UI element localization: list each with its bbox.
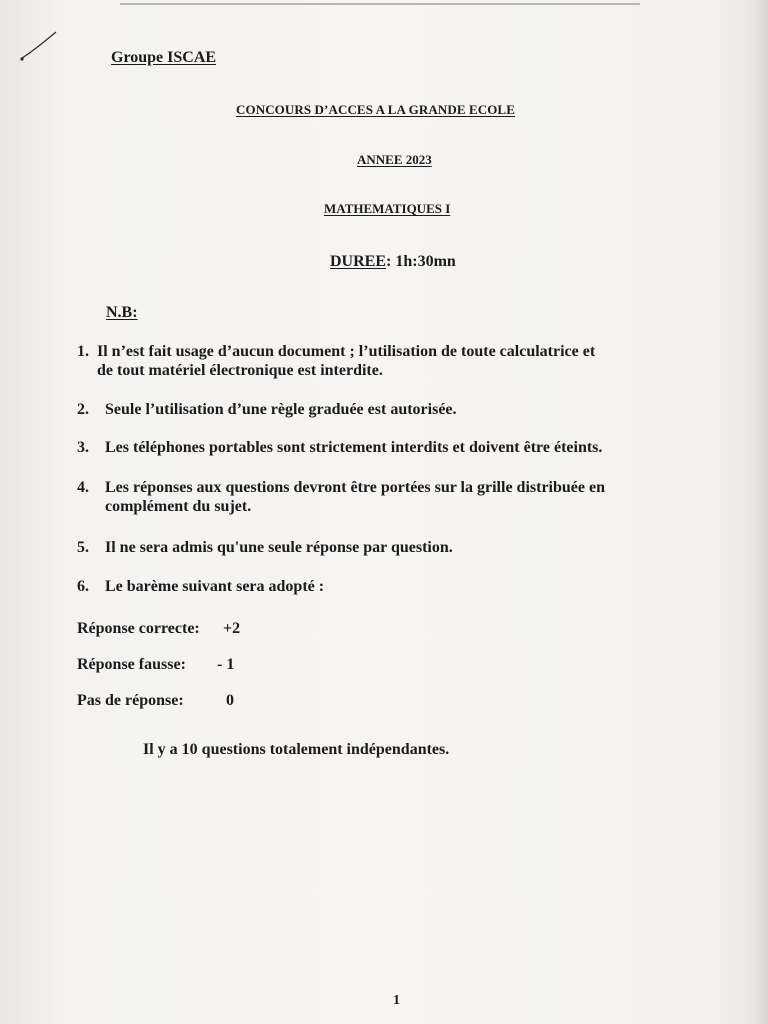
exam-title: CONCOURS D’ACCES A LA GRANDE ECOLE xyxy=(236,102,515,117)
page-number: 1 xyxy=(393,993,400,1008)
rule-number: 5. xyxy=(77,539,89,556)
score-correct-value: +2 xyxy=(223,620,241,637)
page-top-edge xyxy=(120,3,640,5)
rule-text: Il n’est fait usage d’aucun document ; l’utilisation de toute calculatrice et xyxy=(97,343,596,360)
rule-number: 4. xyxy=(77,479,89,496)
exam-year: ANNEE 2023 xyxy=(357,152,432,167)
group-name: Groupe ISCAE xyxy=(111,49,217,66)
rule-text: Le barème suivant sera adopté : xyxy=(105,578,325,595)
rule-text-continued: de tout matériel électronique est interdite. xyxy=(97,362,383,379)
rule-number: 6. xyxy=(77,578,89,595)
pen-mark-icon xyxy=(20,28,60,64)
score-wrong-label: Réponse fausse: xyxy=(77,656,186,673)
exam-duration xyxy=(330,253,456,271)
exam-subject: MATHEMATIQUES I xyxy=(324,201,451,216)
rule-text-continued: complément du sujet. xyxy=(105,498,252,515)
page-shadow xyxy=(750,0,768,1024)
score-none-value: 0 xyxy=(226,692,234,709)
duration-label: DUREE xyxy=(330,253,387,270)
score-none-label: Pas de réponse: xyxy=(77,692,184,709)
score-wrong-value: - 1 xyxy=(217,656,235,673)
rule-text: Il ne sera admis qu'une seule réponse par question. xyxy=(105,539,453,556)
score-correct-label: Réponse correcte: xyxy=(77,620,200,637)
rule-text: Seule l’utilisation d’une règle graduée est autorisée. xyxy=(105,401,457,418)
rule-text: Les réponses aux questions devront être portées sur la grille distribuée en xyxy=(105,479,605,496)
rule-number: 1. xyxy=(77,343,89,360)
rule-text: Les téléphones portables sont strictement interdits et doivent être éteints. xyxy=(105,439,603,456)
nb-label: N.B: xyxy=(106,304,138,321)
rule-number: 2. xyxy=(77,401,89,418)
rule-number: 3. xyxy=(77,439,89,456)
duration-value: : 1h:30mn xyxy=(386,253,456,270)
closing-note: Il y a 10 questions totalement indépendantes. xyxy=(143,741,450,758)
